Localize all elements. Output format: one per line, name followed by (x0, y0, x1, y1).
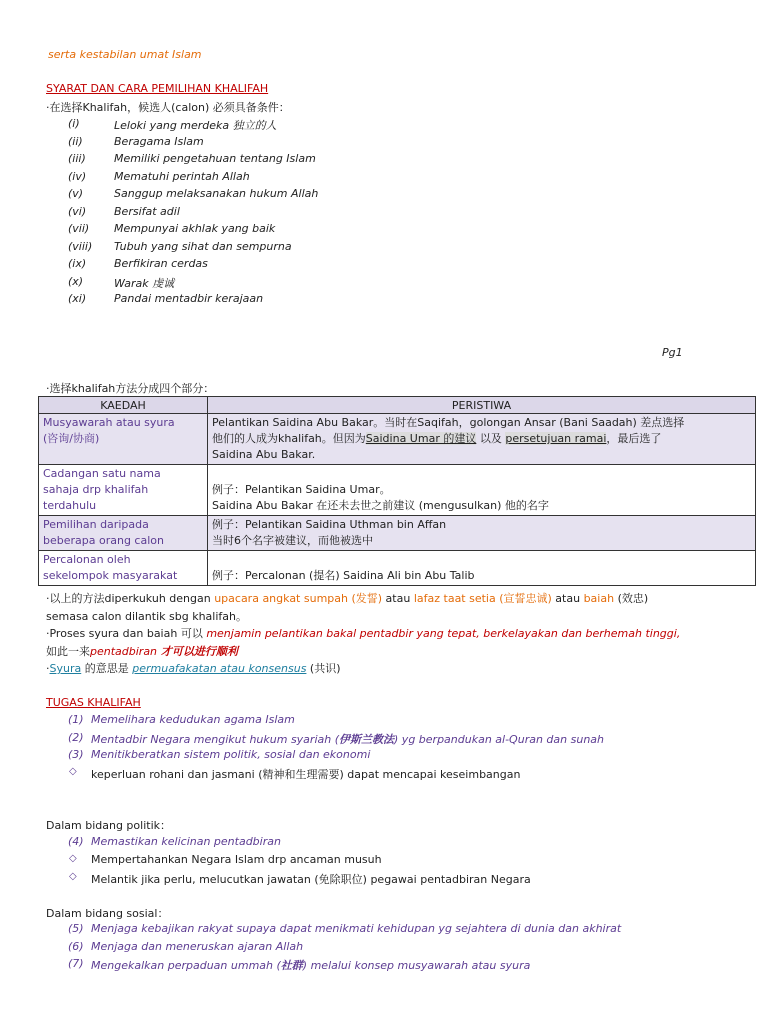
note-text: 的意思是 (81, 662, 133, 675)
cell-line: 例子：Percalonan (提名) Saidina Ali bin Abu Talib (212, 569, 475, 582)
note-text: (共识) (306, 662, 341, 675)
list-number: (v) (68, 187, 84, 200)
note-line-5 (46, 660, 341, 676)
note-line-4 (46, 643, 238, 659)
syarat-heading: SYARAT DAN CARA PEMILIHAN KHALIFAH (46, 82, 269, 95)
intro-line: serta kestabilan umat Islam (48, 48, 202, 61)
item-text: Mengekalkan perpaduan ummah ( (91, 959, 281, 972)
list-number: (xi) (68, 292, 87, 305)
list-item: Mempunyai akhlak yang baik (114, 222, 276, 235)
list-number: (iii) (68, 152, 86, 165)
list-item (91, 957, 530, 973)
note-highlight: menjamin pelantikan bakal pentadbir yang tepat, berkelayakan dan berhemah tinggi, (206, 627, 681, 640)
list-item: Memastikan kelicinan pentadbiran (91, 835, 281, 848)
list-number: (vi) (68, 205, 87, 218)
cell-line: Saidina Abu Bakar 在还未去世之前建议 (mengusulkan) 他的名字 (212, 499, 549, 512)
politik-heading: Dalam bidang politik： (46, 819, 171, 832)
item-text: ) melalui konsep musyawarah atau syura (302, 959, 531, 972)
note-text: 如此一来 (46, 645, 90, 658)
list-number: (viii) (68, 240, 93, 253)
list-number: (1) (68, 713, 84, 726)
list-item: Bersifat adil (114, 205, 180, 218)
note-highlight: permuafakatan atau konsensus (132, 662, 307, 675)
syarat-lead: ·在选择Khalifah，候选人(calon) 必须具备条件： (46, 101, 290, 114)
note-text: (效忠) (614, 592, 649, 605)
cell-line: Percalonan oleh (43, 553, 131, 566)
list-number: (i) (68, 117, 80, 130)
page-number: Pg1 (662, 346, 683, 359)
list-item: Pandai mentadbir kerajaan (114, 292, 264, 305)
list-item: Leloki yang merdeka 独立的人 (114, 119, 277, 132)
note-text: · (46, 662, 50, 675)
table-cell (208, 465, 756, 516)
cell-line: terdahulu (43, 499, 97, 512)
list-number: (ix) (68, 257, 87, 270)
note-highlight: upacara angkat sumpah (发誓) (214, 592, 383, 605)
list-item: Sanggup melaksanakan hukum Allah (114, 187, 319, 200)
cell-line: Cadangan satu nama (43, 467, 161, 480)
cell-line: Pemilihan daripada (43, 518, 149, 531)
cell-line: sekelompok masyarakat (43, 569, 178, 582)
table-cell (39, 465, 208, 516)
list-number: (ii) (68, 135, 83, 148)
list-number: (7) (68, 957, 84, 970)
note-text: ·Proses syura dan baiah 可以 (46, 627, 207, 640)
note-text: atau (382, 592, 414, 605)
table-cell (39, 414, 208, 465)
highlighted-text: Saidina Umar 的建议 (365, 432, 477, 445)
cell-line: (咨询/协商) (43, 432, 100, 445)
cell-line: Pelantikan Saidina Abu Bakar。当时在Saqifah，golongan Ansar (Bani Saadah) 差点选择 (212, 416, 685, 429)
list-number: (x) (68, 275, 84, 288)
list-item: Menitikberatkan sistem politik, sosial dan ekonomi (91, 748, 371, 761)
bullet-text: Mempertahankan Negara Islam drp ancaman musuh (91, 853, 382, 866)
cell-line: 例子：Pelantikan Saidina Umar。 (212, 483, 391, 496)
item-text-bold: 伊斯兰教法 (339, 733, 395, 746)
list-number: (iv) (68, 170, 87, 183)
cell-line: Musyawarah atau syura (43, 416, 175, 429)
table-cell (208, 551, 756, 586)
table-row (39, 414, 756, 465)
list-number: (6) (68, 940, 84, 953)
column-header: PERISTIWA (208, 397, 756, 414)
note-highlight: Syura (49, 662, 82, 675)
note-text: atau (551, 592, 584, 605)
list-item: Tubuh yang sihat dan sempurna (114, 240, 292, 253)
cell-line: beberapa orang calon (43, 534, 164, 547)
list-item: Warak 虔诚 (114, 277, 175, 290)
table-row (39, 465, 756, 516)
list-item: Berfikiran cerdas (114, 257, 208, 270)
list-number: (2) (68, 731, 84, 744)
tugas-heading: TUGAS KHALIFAH (46, 696, 141, 709)
bullet-text: Melantik jika perlu, melucutkan jawatan (免除职位) pegawai pentadbiran Negara (91, 873, 531, 886)
table-header-row (39, 397, 756, 414)
list-number: (3) (68, 748, 84, 761)
cell-line: sahaja drp khalifah (43, 483, 149, 496)
list-number: (5) (68, 922, 84, 935)
item-text-bold: 社群 (280, 959, 303, 972)
table-row (39, 551, 756, 586)
note-text: ·以上的方法diperkukuh dengan (46, 592, 215, 605)
list-item: Menjaga kebajikan rakyat supaya dapat menikmati kehidupan yg sejahtera di dunia dan akhirat (91, 922, 622, 935)
note-highlight: 才可以进行顺利 (157, 645, 238, 658)
table-cell (208, 516, 756, 551)
kaedah-table (38, 396, 756, 586)
note-line-3 (46, 625, 680, 641)
note-highlight: pentadbiran (90, 645, 158, 658)
list-number: (4) (68, 835, 84, 848)
note-line-2: semasa calon dilantik sbg khalifah。 (46, 610, 247, 623)
cell-line: Saidina Abu Bakar. (212, 448, 316, 461)
item-text: ) yg berpandukan al-Quran dan sunah (394, 733, 604, 746)
table-cell (39, 551, 208, 586)
list-item (91, 731, 604, 747)
list-item: Mematuhi perintah Allah (114, 170, 250, 183)
diamond-outline-icon: ◇ (69, 853, 77, 864)
cell-text: ，最后选了 (606, 432, 662, 445)
list-item: Beragama Islam (114, 135, 204, 148)
note-line-1 (46, 590, 648, 606)
table-cell (39, 516, 208, 551)
highlighted-text: persetujuan ramai (505, 432, 607, 445)
table-intro: ·选择khalifah方法分成四个部分： (46, 382, 215, 395)
cell-line: 当时6个名字被建议，而他被选中 (212, 534, 373, 547)
list-number: (vii) (68, 222, 90, 235)
cell-text: 他们的人成为khalifah。但因为 (212, 432, 366, 445)
column-header: KAEDAH (39, 397, 208, 414)
list-item: Memelihara kedudukan agama Islam (91, 713, 295, 726)
diamond-outline-icon: ◇ (69, 871, 77, 882)
list-item: Memiliki pengetahuan tentang Islam (114, 152, 316, 165)
note-highlight: lafaz taat setia (宣誓忠诚) (413, 592, 552, 605)
note-highlight: baiah (583, 592, 615, 605)
cell-line (212, 431, 751, 447)
list-item: Menjaga dan meneruskan ajaran Allah (91, 940, 304, 953)
cell-text: 以及 (476, 432, 506, 445)
sosial-heading: Dalam bidang sosial： (46, 907, 169, 920)
table-cell (208, 414, 756, 465)
cell-line: 例子：Pelantikan Saidina Uthman bin Affan (212, 518, 447, 531)
table-row (39, 516, 756, 551)
bullet-text: keperluan rohani dan jasmani (精神和生理需要) dapat mencapai keseimbangan (91, 768, 521, 781)
diamond-outline-icon: ◇ (69, 766, 77, 777)
item-text: Mentadbir Negara mengikut hukum syariah ( (91, 733, 340, 746)
